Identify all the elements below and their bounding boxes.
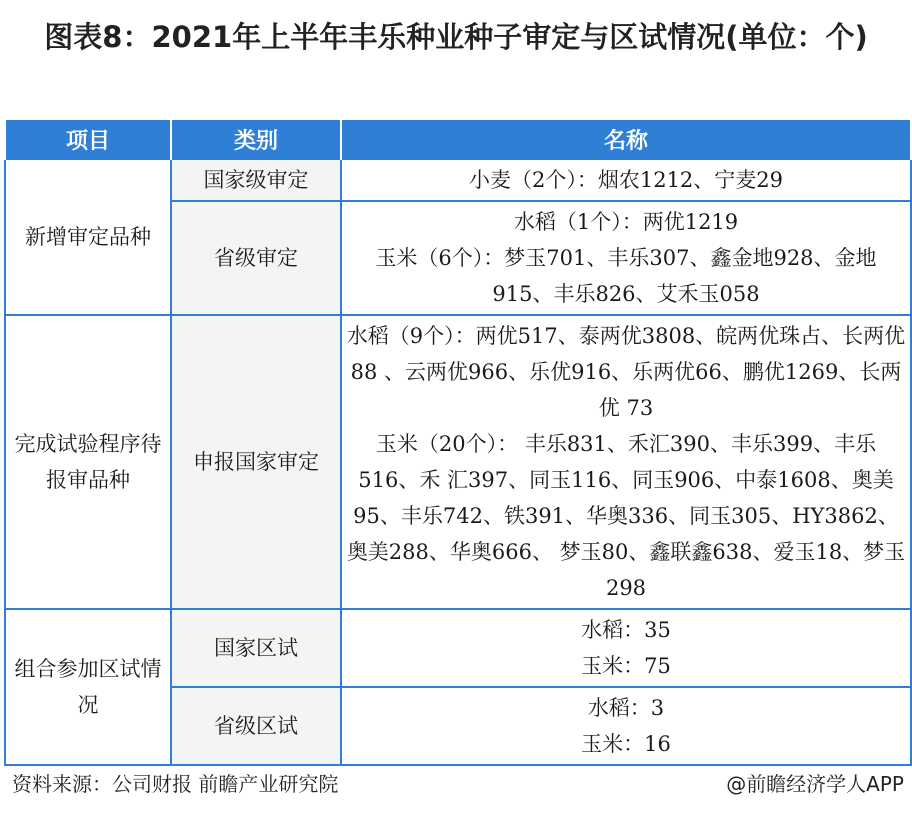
category-provincial-approval: 省级审定 [171, 201, 341, 315]
names-text: 玉米（6个）：梦玉701、丰乐307、鑫金地928、金地915、丰乐826、艾禾玉058 [375, 246, 877, 306]
names-cell [341, 609, 911, 687]
seed-approval-table [4, 120, 912, 766]
column-header-name: 名称 [341, 120, 911, 159]
table-row [5, 315, 911, 609]
names-cell [341, 687, 911, 765]
names-text: 玉米（20个）： 丰乐831、禾汇390、丰乐399、丰乐516、禾 汇397、同玉116、同玉906、中泰1608、奥美95、丰乐742、铁391、华奥336、同玉305、HY3862、奥美288、华奥666、 梦玉80、鑫联鑫638、爱玉18、梦玉298 [346, 432, 906, 600]
category-provincial-trial: 省级区试 [171, 687, 341, 765]
names-text: 水稻（1个）：两优1219 [513, 210, 739, 234]
category-national-trial: 国家区试 [171, 609, 341, 687]
column-header-item: 项目 [5, 120, 171, 159]
names-text: 小麦（2个）：烟农1212、宁麦29 [468, 168, 784, 192]
category-national-submission: 申报国家审定 [171, 315, 341, 609]
names-cell [341, 201, 911, 315]
names-cell [341, 315, 911, 609]
names-text: 水稻（9个）：两优517、泰两优3808、皖两优珠占、长两优 88 、云两优966、乐优916、乐两优66、鹏优1269、长两优 73 [346, 324, 906, 420]
item-pending-approval: 完成试验程序待报审品种 [5, 315, 171, 609]
item-regional-trials: 组合参加区试情况 [5, 609, 171, 765]
source-note: 资料来源：公司财报 前瞻产业研究院 [12, 772, 339, 796]
credit-note: @前瞻经济学人APP [726, 772, 904, 796]
names-cell [341, 159, 911, 201]
table-title: 图表8：2021年上半年丰乐种业种子审定与区试情况(单位：个) [44, 20, 868, 54]
category-national-approval: 国家级审定 [171, 159, 341, 201]
names-text: 玉米：75 [581, 654, 671, 678]
names-text: 水稻：3 [587, 696, 665, 720]
header-row [5, 120, 911, 159]
item-new-approved: 新增审定品种 [5, 159, 171, 315]
column-header-category: 类别 [171, 120, 341, 159]
table-row [5, 159, 911, 201]
table-row [5, 609, 911, 687]
names-text: 玉米：16 [581, 732, 671, 756]
names-text: 水稻：35 [581, 618, 671, 642]
